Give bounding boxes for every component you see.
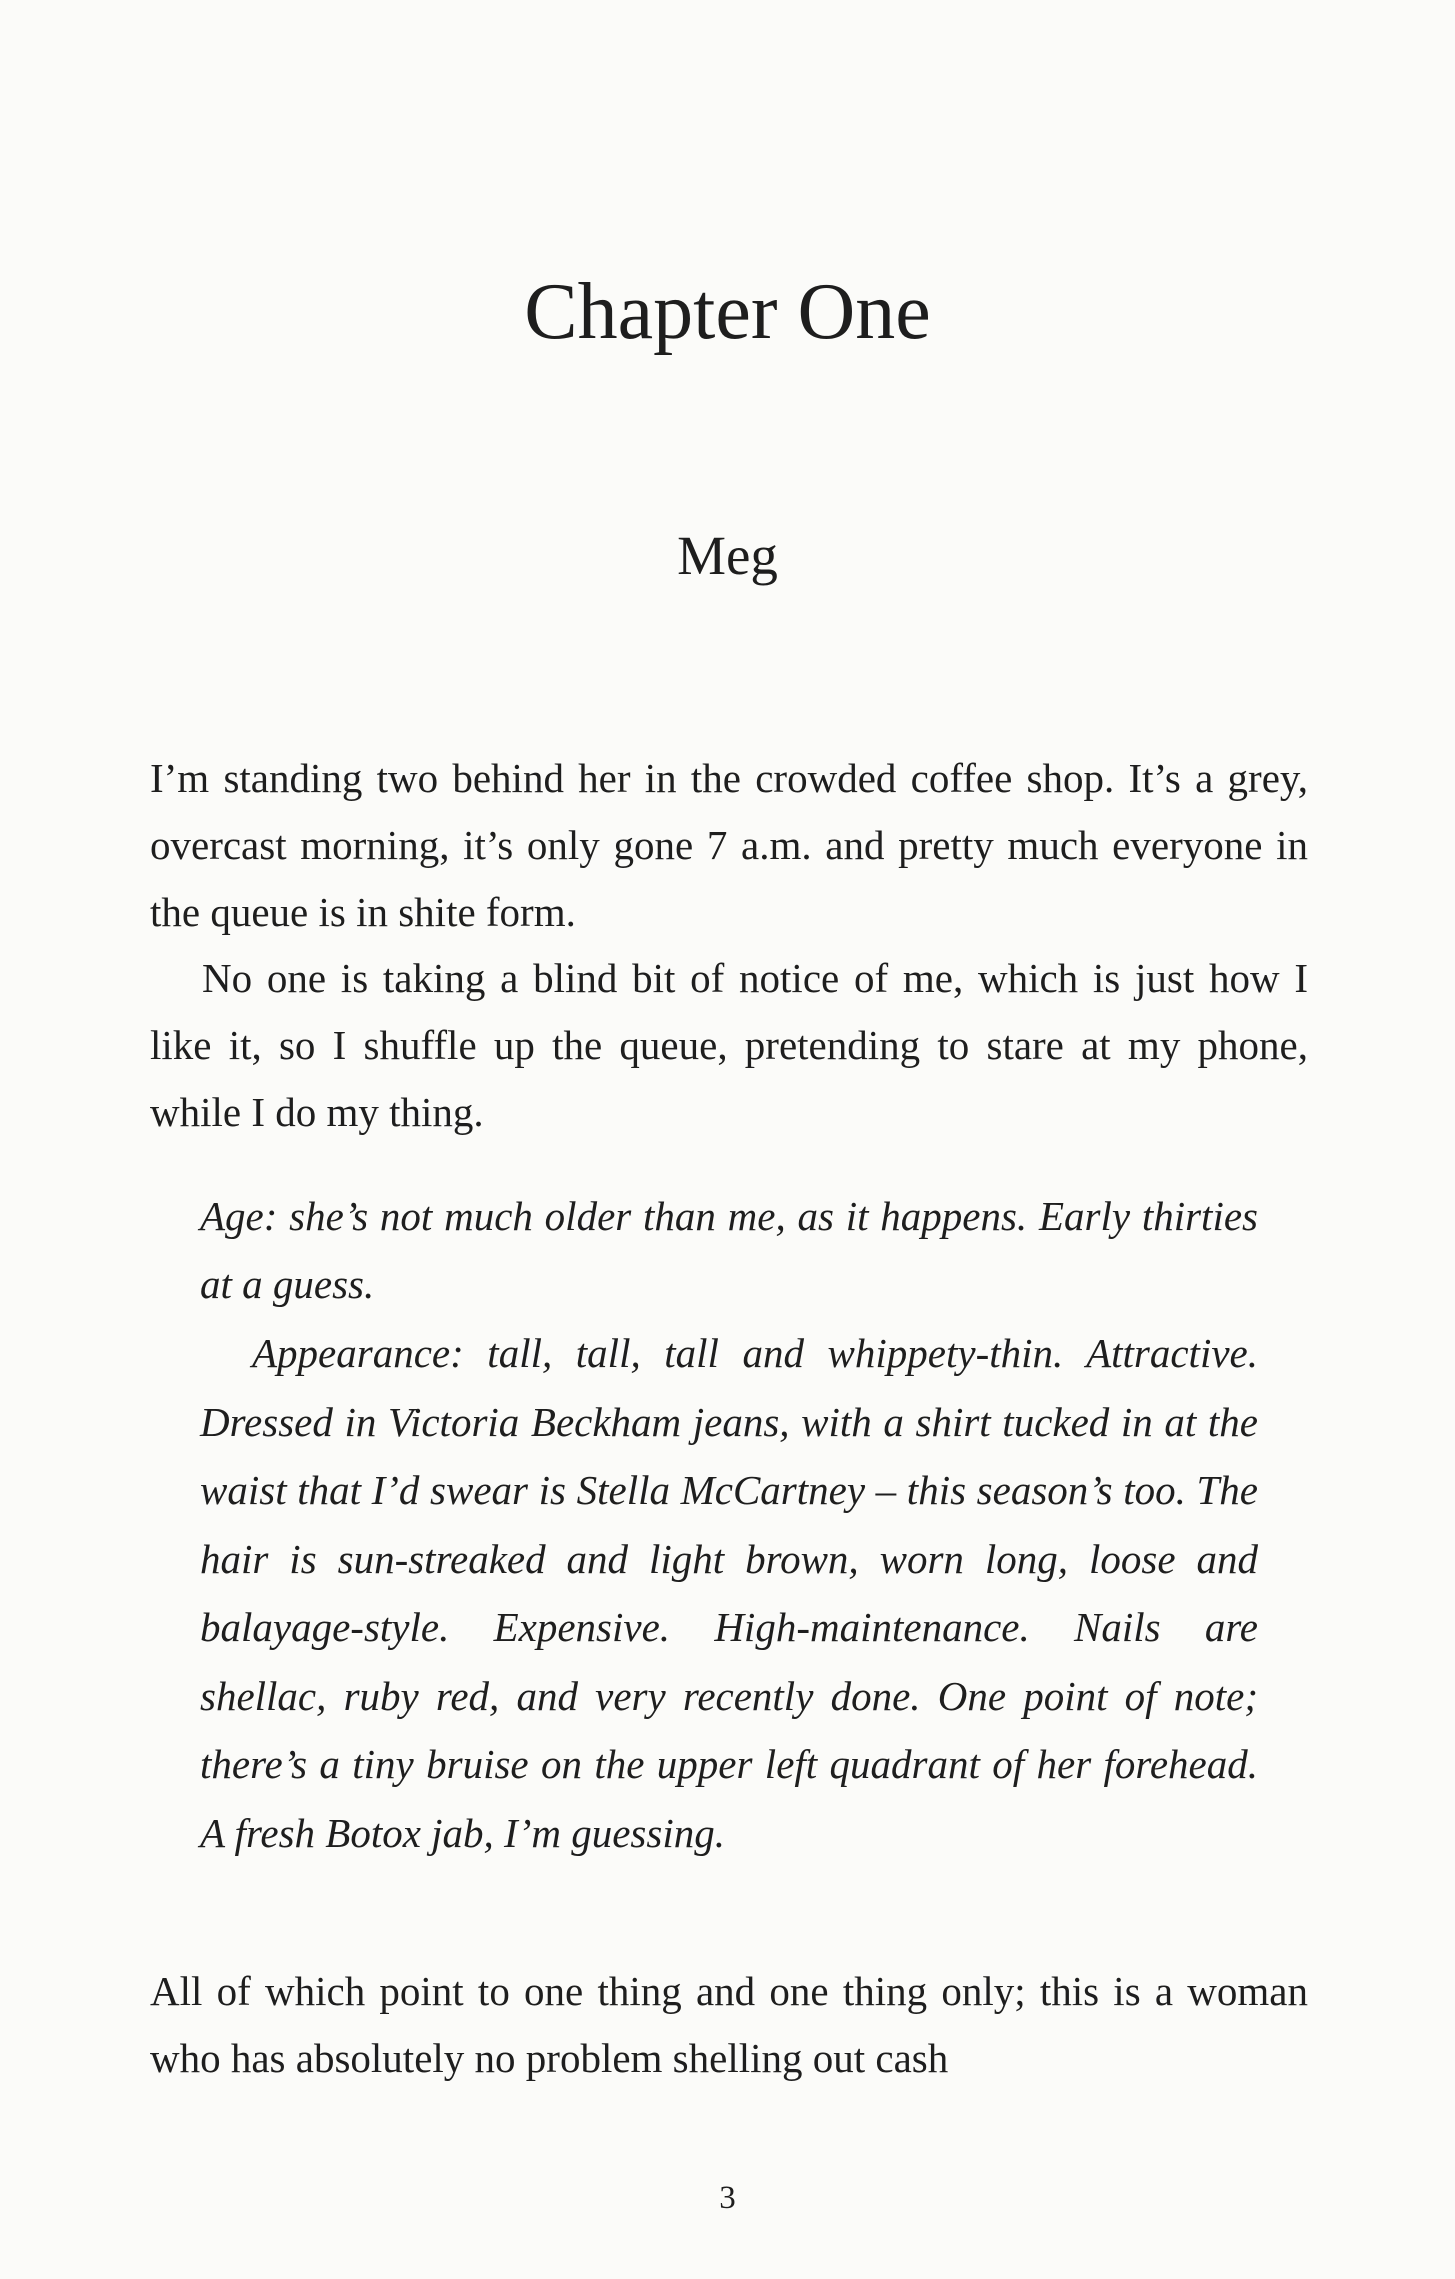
section-title: Meg [677,525,778,586]
page-number: 3 [719,2180,736,2216]
paragraph-conclusion: All of which point to one thing and one thing only; this is a woman who has absolutely no problem shelling out cash [150,1968,1308,2081]
paragraph-opening: I’m standing two behind her in the crowded coffee shop. It’s a grey, overcast morning, it’s only gone 7 a.m. and pretty much everyone in the queue is in shite form. [150,755,1308,935]
italic-note-appearance: Appearance: tall, tall, tall and whippety-thin. Attractive. Dressed in Victoria Beckham jeans, with a shirt tucked in at the waist that I’d swear is Stella McCartney – this season’s too. The hair is sun-streaked and light brown, worn long, loose and balayage-style. Expensive. High-maintenance. Nails are shellac, ruby red, and very recently done. One point of note; there’s a tiny bruise on the upper left quadrant of her forehead. A fresh Botox jab, I’m guessing. [200,1330,1258,1856]
paragraph-queue: No one is taking a blind bit of notice of me, which is just how I like it, so I shuffle up the queue, pretending to stare at my phone, while I do my thing. [150,955,1308,1135]
chapter-title: Chapter One [524,268,931,356]
italic-note-age: Age: she’s not much older than me, as it happens. Early thirties at a guess. [200,1193,1258,1307]
